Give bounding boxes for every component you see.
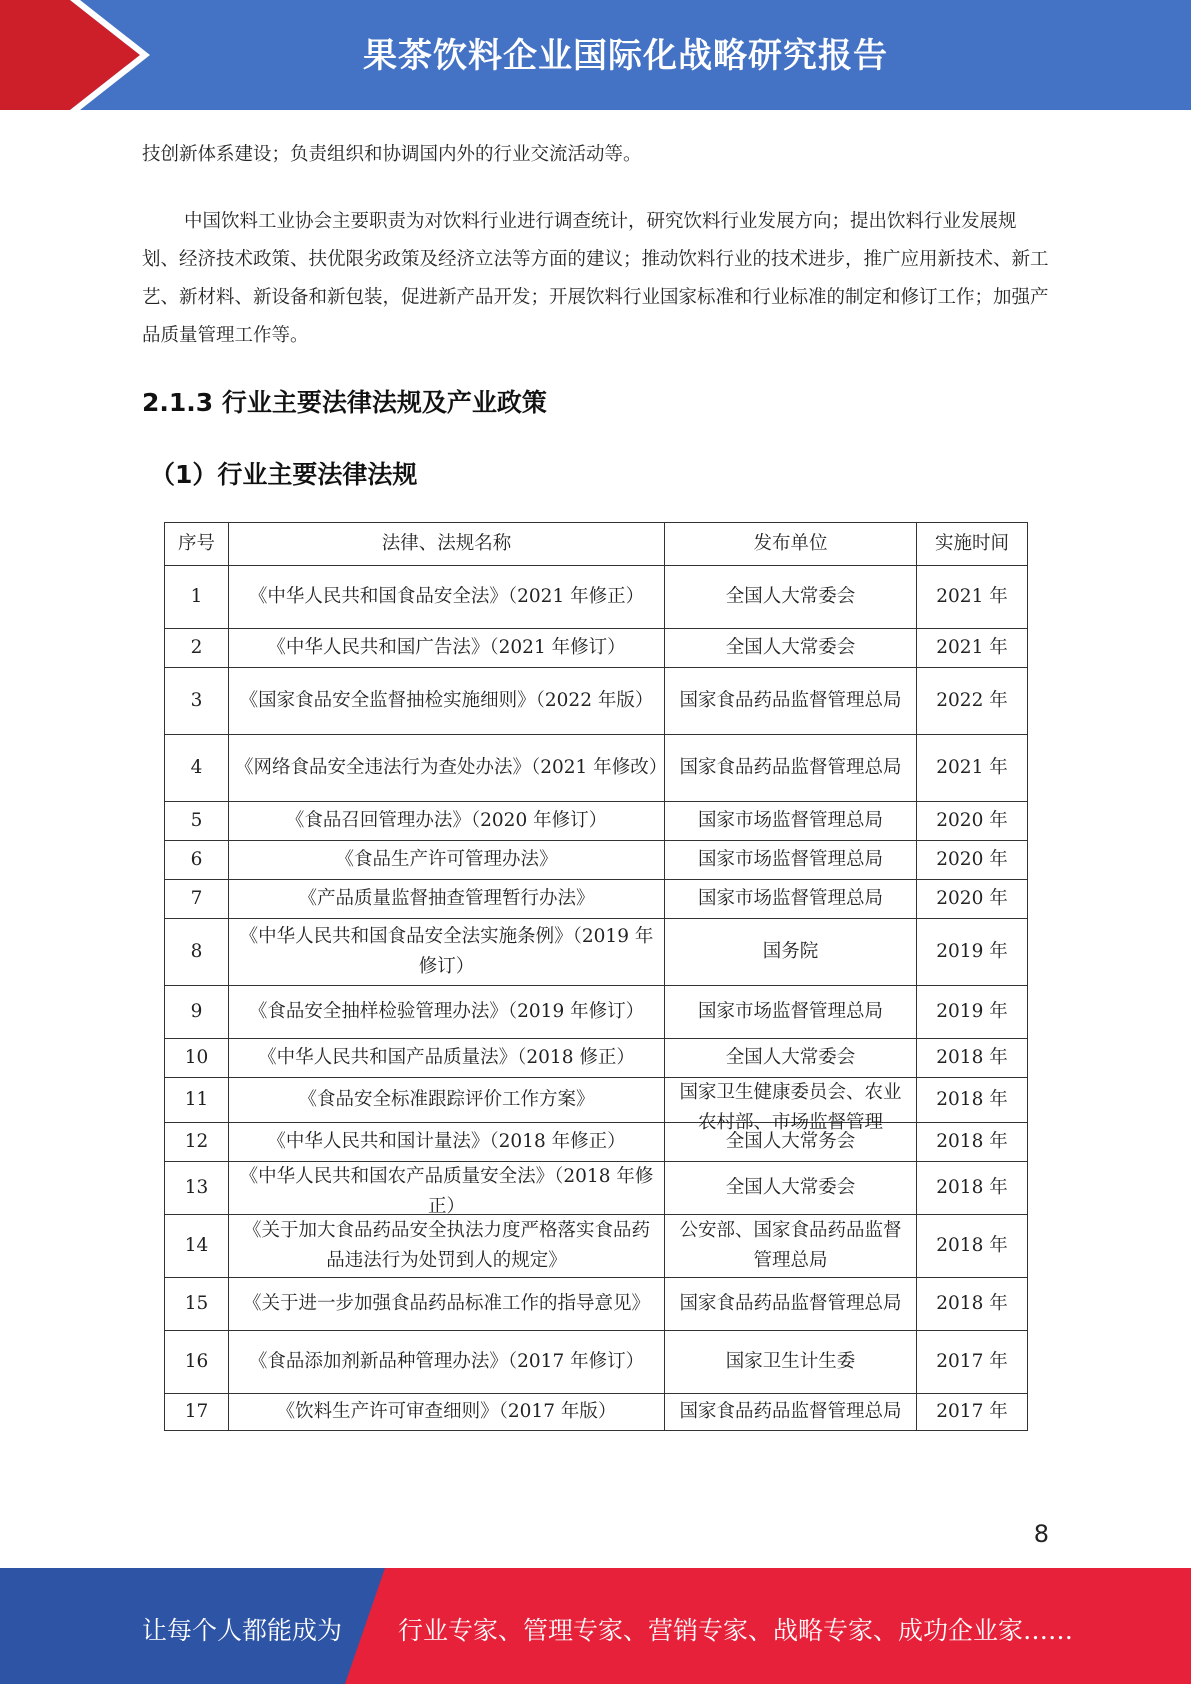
cell-law-name-text: 《中华人民共和国计量法》（2018 年修正） bbox=[267, 1131, 626, 1152]
cell-date bbox=[917, 986, 1028, 1039]
cell-date bbox=[917, 1215, 1028, 1278]
cell-no bbox=[165, 1215, 229, 1278]
cell-no bbox=[165, 735, 229, 802]
cell-issuer-text: 国家市场监督管理总局 bbox=[697, 810, 883, 831]
cell-issuer-text: 国务院 bbox=[762, 941, 819, 962]
cell-no bbox=[165, 1123, 229, 1162]
cell-date-text: 2020 年 bbox=[936, 849, 1008, 870]
cell-no-text: 4 bbox=[190, 757, 203, 778]
cell-law-name bbox=[229, 1394, 665, 1431]
cell-law-name-text: 《中华人民共和国产品质量法》（2018 修正） bbox=[258, 1047, 635, 1068]
cell-issuer bbox=[665, 880, 917, 919]
cell-no-text: 7 bbox=[190, 888, 203, 909]
cell-issuer bbox=[665, 629, 917, 668]
table-header-row bbox=[165, 523, 1028, 566]
cell-no bbox=[165, 1331, 229, 1394]
cell-date bbox=[917, 1039, 1028, 1078]
cell-issuer bbox=[665, 802, 917, 841]
cell-date-text: 2017 年 bbox=[936, 1401, 1008, 1422]
cell-date-text: 2019 年 bbox=[936, 1001, 1008, 1022]
header-issuer: 发布单位 bbox=[665, 523, 917, 566]
header-name: 法律、法规名称 bbox=[229, 523, 665, 566]
cell-law-name-text: 《关于进一步加强食品药品标准工作的指导意见》 bbox=[242, 1293, 650, 1314]
cell-law-name-text: 《产品质量监督抽查管理暂行办法》 bbox=[298, 888, 595, 909]
cell-law-name-text: 《网络食品安全违法行为查处办法》（2021 年修改） bbox=[235, 757, 668, 778]
cell-no-text: 16 bbox=[184, 1351, 209, 1372]
cell-law-name-text: 《中华人民共和国食品安全法实施条例》（2019 年修订） bbox=[239, 926, 654, 977]
cell-no-text: 9 bbox=[190, 1001, 203, 1022]
table-row bbox=[165, 1078, 1028, 1123]
table-row bbox=[165, 1162, 1028, 1215]
cell-issuer-text: 国家食品药品监督管理总局 bbox=[679, 1401, 902, 1422]
table-row bbox=[165, 1039, 1028, 1078]
cell-issuer-text: 全国人大常务会 bbox=[725, 1131, 856, 1152]
cell-law-name bbox=[229, 1123, 665, 1162]
table-row bbox=[165, 1394, 1028, 1431]
cell-law-name bbox=[229, 629, 665, 668]
cell-issuer-text: 国家市场监督管理总局 bbox=[697, 1001, 883, 1022]
cell-date-text: 2018 年 bbox=[936, 1047, 1008, 1068]
cell-law-name-text: 《中华人民共和国农产品质量安全法》（2018 年修正） bbox=[239, 1166, 654, 1217]
cell-date-text: 2018 年 bbox=[936, 1131, 1008, 1152]
cell-date bbox=[917, 1123, 1028, 1162]
cell-no-text: 8 bbox=[190, 941, 203, 962]
cell-law-name bbox=[229, 880, 665, 919]
cell-issuer-text: 全国人大常委会 bbox=[725, 586, 856, 607]
cell-law-name-text: 《中华人民共和国食品安全法》（2021 年修正） bbox=[248, 586, 645, 607]
cell-no-text: 12 bbox=[184, 1131, 209, 1152]
cell-date-text: 2019 年 bbox=[936, 941, 1008, 962]
cell-no bbox=[165, 668, 229, 735]
cell-date-text: 2018 年 bbox=[936, 1235, 1008, 1256]
cell-law-name bbox=[229, 668, 665, 735]
page-footer bbox=[0, 1568, 1191, 1684]
cell-no-text: 13 bbox=[184, 1177, 209, 1198]
table-row bbox=[165, 1278, 1028, 1331]
cell-date bbox=[917, 880, 1028, 919]
cell-no-text: 3 bbox=[190, 690, 203, 711]
footer-slogan-left: 让每个人都能成为 bbox=[142, 1616, 343, 1645]
cell-date bbox=[917, 1394, 1028, 1431]
cell-issuer bbox=[665, 1215, 917, 1278]
cell-law-name bbox=[229, 1278, 665, 1331]
cell-issuer bbox=[665, 1331, 917, 1394]
cell-no bbox=[165, 629, 229, 668]
cell-issuer bbox=[665, 841, 917, 880]
cell-no-text: 17 bbox=[184, 1401, 209, 1422]
cell-law-name-text: 《食品添加剂新品种管理办法》（2017 年修订） bbox=[248, 1351, 645, 1372]
cell-date-text: 2021 年 bbox=[936, 637, 1008, 658]
cell-law-name-text: 《食品召回管理办法》（2020 年修订） bbox=[285, 810, 608, 831]
cell-date bbox=[917, 1078, 1028, 1123]
cell-law-name-text: 《食品安全标准跟踪评价工作方案》 bbox=[298, 1089, 595, 1110]
cell-law-name bbox=[229, 919, 665, 986]
cell-no bbox=[165, 1278, 229, 1331]
table-row bbox=[165, 735, 1028, 802]
page-number: 8 bbox=[1033, 1520, 1049, 1548]
cell-issuer bbox=[665, 986, 917, 1039]
cell-date bbox=[917, 802, 1028, 841]
cell-issuer-text: 全国人大常委会 bbox=[725, 637, 856, 658]
page-header bbox=[0, 0, 1191, 110]
cell-law-name-text: 《食品生产许可管理办法》 bbox=[335, 849, 558, 870]
cell-issuer-text: 全国人大常委会 bbox=[725, 1047, 856, 1068]
cell-date-text: 2021 年 bbox=[936, 757, 1008, 778]
header-no: 序号 bbox=[165, 523, 229, 566]
cell-no-text: 11 bbox=[184, 1089, 209, 1110]
cell-date bbox=[917, 841, 1028, 880]
cell-no-text: 2 bbox=[190, 637, 203, 658]
cell-issuer bbox=[665, 1162, 917, 1215]
cell-no-text: 14 bbox=[184, 1235, 209, 1256]
cell-date bbox=[917, 919, 1028, 986]
section-heading: 2.1.3 行业主要法律法规及产业政策 bbox=[142, 388, 547, 417]
cell-date-text: 2020 年 bbox=[936, 888, 1008, 909]
cell-date bbox=[917, 1331, 1028, 1394]
cell-date bbox=[917, 629, 1028, 668]
cell-law-name bbox=[229, 1331, 665, 1394]
cell-no bbox=[165, 841, 229, 880]
cell-date bbox=[917, 1278, 1028, 1331]
cell-law-name bbox=[229, 802, 665, 841]
cell-issuer bbox=[665, 1278, 917, 1331]
cell-law-name bbox=[229, 735, 668, 802]
cell-date-text: 2020 年 bbox=[936, 810, 1008, 831]
cell-law-name-text: 《关于加大食品药品安全执法力度严格落实食品药品违法行为处罚到人的规定》 bbox=[242, 1220, 650, 1271]
cell-issuer-text: 全国人大常委会 bbox=[725, 1177, 856, 1198]
table-row bbox=[165, 1331, 1028, 1394]
cell-date-text: 2018 年 bbox=[936, 1089, 1008, 1110]
cell-no bbox=[165, 1078, 229, 1123]
cell-issuer bbox=[665, 1078, 917, 1133]
table-row bbox=[165, 1215, 1028, 1278]
cell-no-text: 15 bbox=[184, 1293, 209, 1314]
table-row bbox=[165, 841, 1028, 880]
cell-law-name bbox=[229, 1162, 665, 1215]
table-row bbox=[165, 802, 1028, 841]
cell-law-name bbox=[229, 986, 665, 1039]
cell-issuer-text: 公安部、国家食品药品监督管理总局 bbox=[679, 1220, 902, 1271]
cell-date-text: 2021 年 bbox=[936, 586, 1008, 607]
cell-issuer-text: 国家卫生计生委 bbox=[725, 1351, 856, 1372]
cell-issuer-text: 国家食品药品监督管理总局 bbox=[679, 757, 902, 778]
header-date: 实施时间 bbox=[917, 523, 1028, 566]
cell-date-text: 2017 年 bbox=[936, 1351, 1008, 1372]
cell-issuer-text: 国家市场监督管理总局 bbox=[697, 888, 883, 909]
table-row bbox=[165, 880, 1028, 919]
cell-issuer-text: 国家卫生健康委员会、农业农村部、市场监督管理 bbox=[679, 1082, 902, 1133]
table-row bbox=[165, 668, 1028, 735]
cell-law-name-text: 《饮料生产许可审查细则》（2017 年版） bbox=[276, 1401, 617, 1422]
cell-no bbox=[165, 802, 229, 841]
cell-issuer bbox=[665, 1394, 917, 1431]
table-row bbox=[165, 566, 1028, 629]
cell-no-text: 10 bbox=[184, 1047, 209, 1068]
cell-date-text: 2018 年 bbox=[936, 1293, 1008, 1314]
cell-date-text: 2018 年 bbox=[936, 1177, 1008, 1198]
cell-issuer bbox=[665, 1039, 917, 1078]
cell-issuer bbox=[665, 566, 917, 629]
cell-law-name-text: 《中华人民共和国广告法》（2021 年修订） bbox=[267, 637, 626, 658]
cell-no-text: 6 bbox=[190, 849, 203, 870]
table-row bbox=[165, 986, 1028, 1039]
cell-law-name bbox=[229, 1039, 665, 1078]
cell-issuer-text: 国家食品药品监督管理总局 bbox=[679, 1293, 902, 1314]
cell-law-name bbox=[229, 841, 665, 880]
cell-no-text: 5 bbox=[190, 810, 203, 831]
table-row bbox=[165, 1123, 1028, 1162]
regulations-table-wrapper bbox=[164, 522, 1027, 1486]
cell-issuer bbox=[665, 668, 917, 735]
cell-date bbox=[917, 566, 1028, 629]
cell-law-name bbox=[229, 566, 665, 629]
cell-no bbox=[165, 986, 229, 1039]
subsection-heading: （1）行业主要法律法规 bbox=[150, 460, 418, 489]
cell-law-name-text: 《食品安全抽样检验管理办法》（2019 年修订） bbox=[248, 1001, 645, 1022]
cell-law-name bbox=[229, 1215, 665, 1278]
cell-issuer bbox=[665, 919, 917, 986]
cell-no bbox=[165, 566, 229, 629]
footer-slogan-right: 行业专家、管理专家、营销专家、战略专家、成功企业家…… bbox=[398, 1616, 1074, 1645]
table-row bbox=[165, 919, 1028, 986]
cell-date bbox=[917, 668, 1028, 735]
table-row bbox=[165, 629, 1028, 668]
cell-date bbox=[917, 735, 1028, 802]
cell-law-name bbox=[229, 1078, 665, 1123]
cell-date bbox=[917, 1162, 1028, 1215]
cell-no bbox=[165, 1162, 229, 1215]
paragraph-continuation: 技创新体系建设；负责组织和协调国内外的行业交流活动等。 bbox=[142, 144, 642, 165]
cell-issuer-text: 国家市场监督管理总局 bbox=[697, 849, 883, 870]
cell-date-text: 2022 年 bbox=[936, 690, 1008, 711]
regulations-table bbox=[164, 522, 1028, 1431]
cell-law-name-text: 《国家食品安全监督抽检实施细则》（2022 年版） bbox=[239, 690, 654, 711]
cell-no bbox=[165, 1394, 229, 1431]
cell-issuer-text: 国家食品药品监督管理总局 bbox=[679, 690, 902, 711]
cell-no-text: 1 bbox=[190, 586, 203, 607]
paragraph-association-duties: 中国饮料工业协会主要职责为对饮料行业进行调查统计，研究饮料行业发展方向；提出饮料行业发展规划、经济技术政策、扶优限劣政策及经济立法等方面的建议；推动饮料行业的技术进步，推广应用新技术、新工艺、新材料、新设备和新包装，促进新产品开发；开展饮料行业国家标准和行业标准的制定和修订工作；加强产品质量管理工作等。 bbox=[142, 211, 1049, 346]
document-title: 果茶饮料企业国际化战略研究报告 bbox=[363, 36, 888, 76]
cell-no bbox=[165, 880, 229, 919]
cell-no bbox=[165, 1039, 229, 1078]
cell-issuer bbox=[665, 735, 917, 802]
cell-no bbox=[165, 919, 229, 986]
